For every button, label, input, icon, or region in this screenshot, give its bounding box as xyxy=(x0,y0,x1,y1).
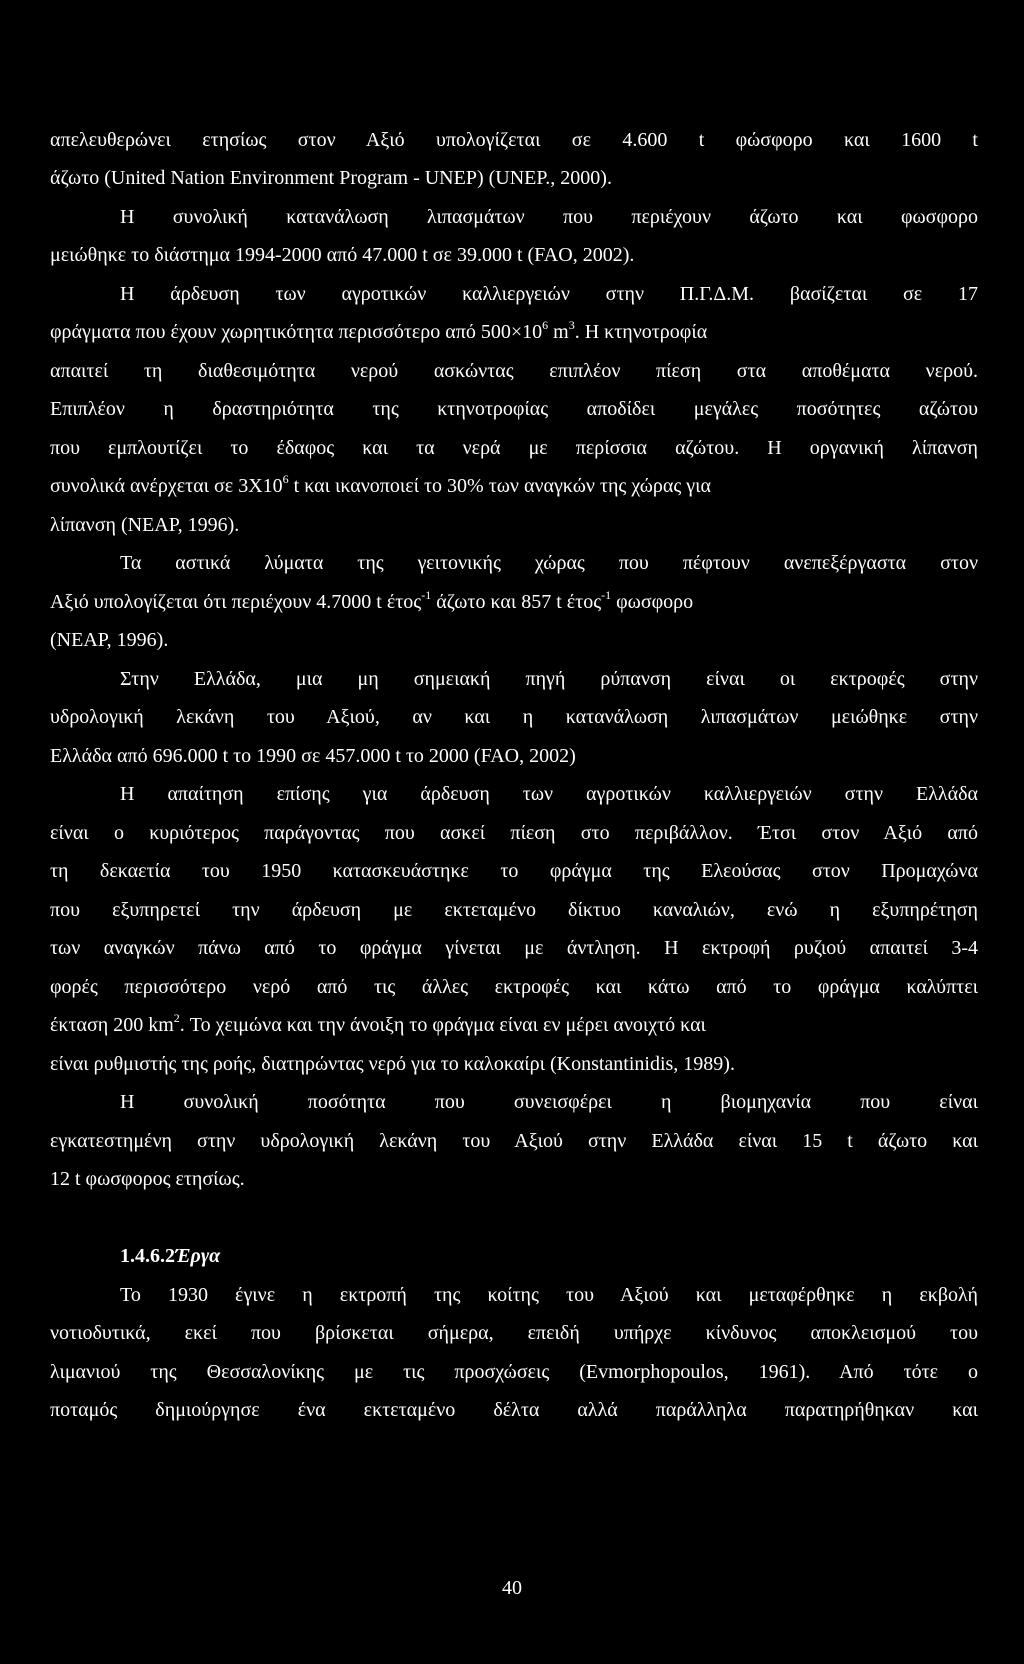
superscript: 2 xyxy=(173,1011,180,1026)
text-line: απαιτεί τη διαθεσιμότητα νερού ασκώντας επιπλέον πίεση στα αποθέματα νερού. xyxy=(50,360,978,382)
text-line: νοτιοδυτικά, εκεί που βρίσκεται σήμερα, επειδή υπήρχε κίνδυνος αποκλεισμού του xyxy=(50,1322,978,1344)
text-segment: Αξιό υπολογίζεται ότι περιέχουν 4.7000 t έτος xyxy=(50,591,422,613)
text-line: Τα αστικά λύματα της γειτονικής χώρας που πέφτουν ανεπεξέργαστα στον xyxy=(120,552,978,574)
text-line: λιμανιού της Θεσσαλονίκης με τις προσχώσεις (Evmorphopoulos, 1961). Από τότε ο xyxy=(50,1361,978,1383)
text-line: ποταμός δημιούργησε ένα εκτεταμένο δέλτα αλλά παράλληλα παρατηρήθηκαν και xyxy=(50,1399,978,1421)
text-segment: . Η κτηνοτροφία xyxy=(574,321,708,343)
text-line: είναι ο κυριότερος παράγοντας που ασκεί πίεση στο περιβάλλον. Έτσι στον Αξιό από xyxy=(50,822,978,844)
text-line: άζωτο (United Nation Environment Program - UNEP) (UNEP., 2000). xyxy=(50,167,612,189)
text-line xyxy=(50,474,711,498)
text-segment: έκταση 200 km xyxy=(50,1014,174,1036)
text-line xyxy=(50,590,693,614)
text-line: Η άρδευση των αγροτικών καλλιεργειών στην Π.Γ.Δ.Μ. βασίζεται σε 17 xyxy=(120,283,978,305)
text-line: Η συνολική κατανάλωση λιπασμάτων που περιέχουν άζωτο και φωσφορο xyxy=(120,206,978,228)
superscript: -1 xyxy=(421,588,432,603)
superscript: -1 xyxy=(601,588,612,603)
superscript: 6 xyxy=(282,472,289,487)
text-line: Η απαίτηση επίσης για άρδευση των αγροτικών καλλιεργειών στην Ελλάδα xyxy=(120,783,978,805)
text-line: εγκατεστημένη στην υδρολογική λεκάνη του Αξιού στην Ελλάδα είναι 15 t άζωτο και xyxy=(50,1130,978,1152)
text-line: λίπανση (NEAP, 1996). xyxy=(50,514,240,536)
text-line xyxy=(50,320,707,344)
text-segment: m xyxy=(548,321,569,343)
text-segment: t και ικανοποιεί το 30% των αναγκών της χώρας για xyxy=(288,475,712,497)
text-segment: φωσφορο xyxy=(611,591,694,613)
section-heading xyxy=(120,1244,220,1268)
text-line: μειώθηκε το διάστημα 1994-2000 από 47.000 t σε 39.000 t (FAO, 2002). xyxy=(50,244,635,266)
text-segment: . Το χειμώνα και την άνοιξη το φράγμα είναι εν μέρει ανοιχτό και xyxy=(179,1014,706,1036)
text-line: που εξυπηρετεί την άρδευση με εκτεταμένο δίκτυο καναλιών, ενώ η εξυπηρέτηση xyxy=(50,899,978,921)
superscript: 6 xyxy=(542,318,549,333)
text-line: Το 1930 έγινε η εκτροπή της κοίτης του Αξιού και μεταφέρθηκε η εκβολή xyxy=(120,1284,978,1306)
text-segment: άζωτο και 857 t έτος xyxy=(431,591,602,613)
text-line: τη δεκαετία του 1950 κατασκευάστηκε το φράγμα της Ελεούσας στον Προμαχώνα xyxy=(50,860,978,882)
text-line: Επιπλέον η δραστηριότητα της κτηνοτροφίας αποδίδει μεγάλες ποσότητες αζώτου xyxy=(50,398,978,420)
page-number: 40 xyxy=(502,1577,522,1599)
text-line: φορές περισσότερο νερό από τις άλλες εκτροφές και κάτω από το φράγμα καλύπτει xyxy=(50,976,978,998)
superscript: 3 xyxy=(568,318,575,333)
text-line: των αναγκών πάνω από το φράγμα γίνεται με άντληση. Η εκτροφή ρυζιού απαιτεί 3-4 xyxy=(50,937,978,959)
text-segment: φράγματα που έχουν χωρητικότητα περισσότερο από 500×10 xyxy=(50,321,543,343)
text-line: υδρολογική λεκάνη του Αξιού, αν και η κατανάλωση λιπασμάτων μειώθηκε στην xyxy=(50,706,978,728)
text-segment: συνολικά ανέρχεται σε 3Χ10 xyxy=(50,475,283,497)
text-line xyxy=(50,1013,706,1037)
text-line: Στην Ελλάδα, μια μη σημειακή πηγή ρύπανση είναι οι εκτροφές στην xyxy=(120,668,978,690)
text-line: είναι ρυθμιστής της ροής, διατηρώντας νερό για το καλοκαίρι (Konstantinidis, 1989). xyxy=(50,1053,735,1075)
text-line: απελευθερώνει ετησίως στον Αξιό υπολογίζεται σε 4.600 t φώσφορο και 1600 t xyxy=(50,129,978,151)
text-line: Η συνολική ποσότητα που συνεισφέρει η βιομηχανία που είναι xyxy=(120,1091,978,1113)
text-line: 12 t φωσφορος ετησίως. xyxy=(50,1168,245,1190)
section-number: 1.4.6.2 xyxy=(120,1245,175,1267)
text-line: Ελλάδα από 696.000 t το 1990 σε 457.000 t το 2000 (FAO, 2002) xyxy=(50,745,576,767)
text-line: (NEAP, 1996). xyxy=(50,629,169,651)
section-title: Έργα xyxy=(175,1245,221,1267)
text-line: που εμπλουτίζει το έδαφος και τα νερά με περίσσια αζώτου. Η οργανική λίπανση xyxy=(50,437,978,459)
